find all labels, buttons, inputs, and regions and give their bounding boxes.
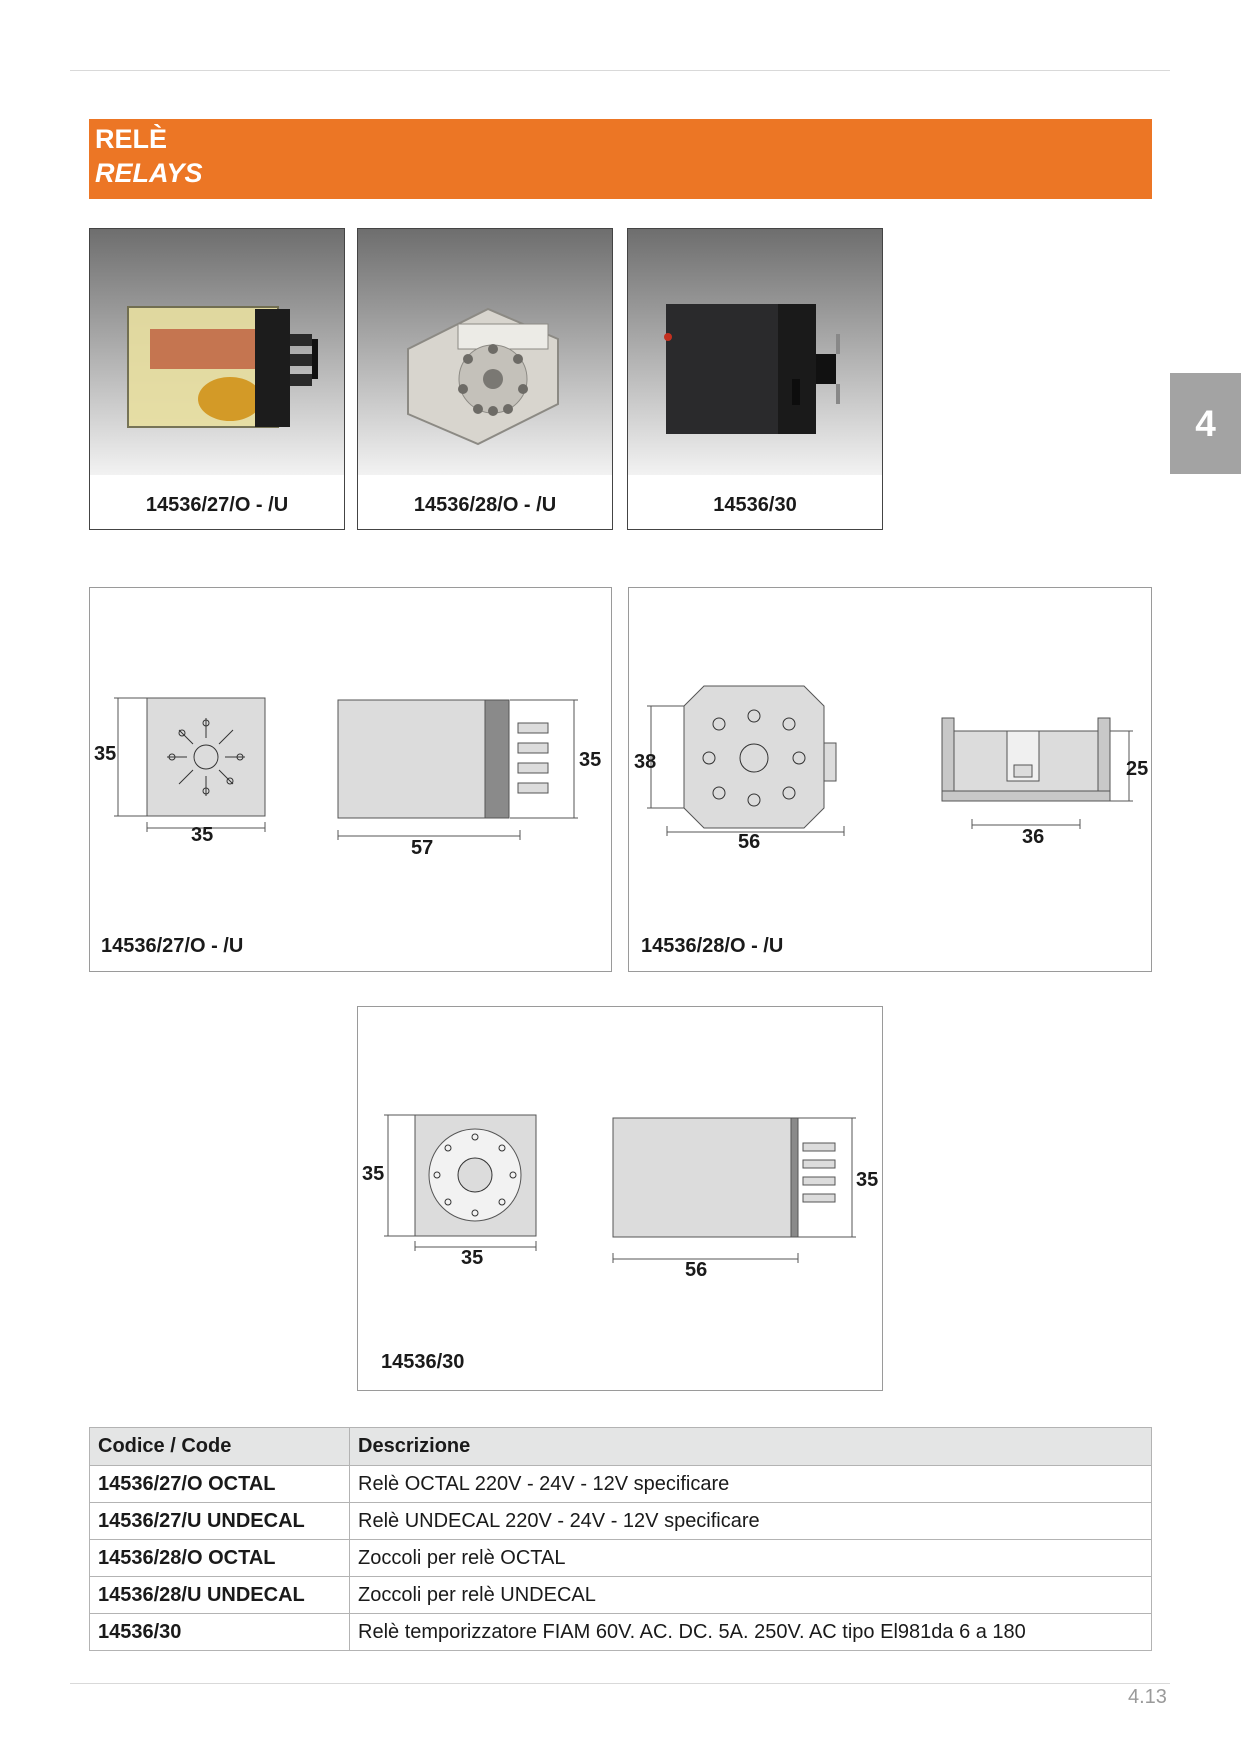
table-row <box>90 1503 1152 1540</box>
dim-front-width: 35 <box>461 1247 484 1269</box>
table-row <box>90 1577 1152 1614</box>
column-header-description: Descrizione <box>350 1428 1152 1466</box>
dim-side-width: 36 <box>1022 826 1045 848</box>
drawing-relay-27 <box>89 587 612 972</box>
section-subtitle: RELAYS <box>95 158 203 188</box>
dim-side-height: 35 <box>579 749 602 771</box>
drawing-label: 14536/27/O - /U <box>101 935 244 957</box>
photo-caption: 14536/30 <box>713 494 797 516</box>
dim-front-width: 35 <box>191 824 214 846</box>
row-description: Relè OCTAL 220V - 24V - 12V specificare <box>350 1466 1152 1503</box>
photo-card-socket-28 <box>357 228 613 530</box>
photo-caption: 14536/28/O - /U <box>413 494 557 516</box>
row-code: 14536/30 <box>90 1614 350 1651</box>
photo-caption: 14536/27/O - /U <box>145 494 289 516</box>
row-code: 14536/28/U UNDECAL <box>90 1577 350 1614</box>
top-rule <box>70 70 1170 71</box>
drawing-label: 14536/30 <box>381 1351 465 1373</box>
product-code-table <box>89 1427 1152 1651</box>
page-number: 4.13 <box>1128 1686 1167 1708</box>
section-title: RELÈ <box>95 124 168 154</box>
row-description: Relè temporizzatore FIAM 60V. AC. DC. 5A. 250V. AC tipo El981da 6 a 180 <box>350 1614 1152 1651</box>
dim-front-height: 35 <box>362 1163 385 1185</box>
table-row <box>90 1466 1152 1503</box>
drawing-socket-28 <box>628 587 1152 972</box>
section-banner <box>89 119 1152 199</box>
dim-top-width: 56 <box>738 831 761 853</box>
row-code: 14536/27/U UNDECAL <box>90 1503 350 1540</box>
dim-side-length: 56 <box>685 1259 708 1281</box>
dim-side-height: 25 <box>1126 758 1149 780</box>
table-row <box>90 1540 1152 1577</box>
photo-card-timer-30 <box>627 228 883 530</box>
row-description: Zoccoli per relè UNDECAL <box>350 1577 1152 1614</box>
row-description: Zoccoli per relè OCTAL <box>350 1540 1152 1577</box>
dim-top-height: 38 <box>634 751 657 773</box>
table-header-row <box>90 1428 1152 1466</box>
row-code: 14536/27/O OCTAL <box>90 1466 350 1503</box>
timer-30-photo <box>628 229 882 475</box>
column-header-code: Codice / Code <box>90 1428 350 1466</box>
table-row <box>90 1614 1152 1651</box>
drawing-label: 14536/28/O - /U <box>641 935 784 957</box>
dim-side-length: 57 <box>411 837 434 859</box>
row-code: 14536/28/O OCTAL <box>90 1540 350 1577</box>
dim-front-height: 35 <box>94 743 117 765</box>
bottom-rule <box>70 1683 1170 1684</box>
drawing-timer-30 <box>357 1006 883 1391</box>
row-description: Relè UNDECAL 220V - 24V - 12V specificare <box>350 1503 1152 1540</box>
relay-27-photo <box>90 229 344 475</box>
photo-card-relay-27 <box>89 228 345 530</box>
socket-28-photo <box>358 229 612 475</box>
chapter-tab[interactable]: 4 <box>1170 373 1241 474</box>
dim-side-height: 35 <box>856 1169 879 1191</box>
